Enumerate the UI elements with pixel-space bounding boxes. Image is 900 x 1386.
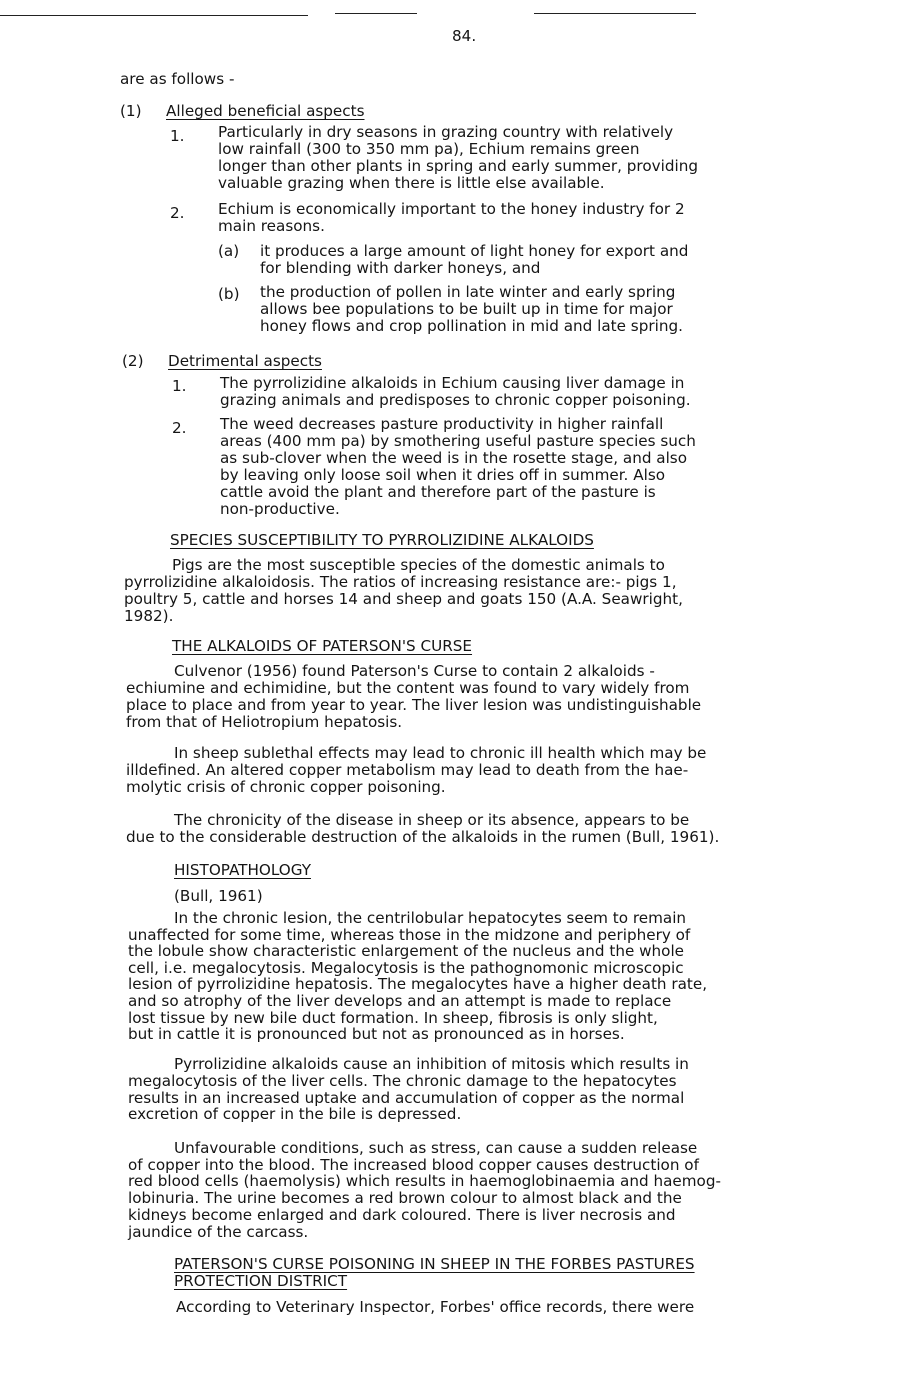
item-text-line: non-productive. xyxy=(220,500,340,518)
paragraph-line: echiumine and echimidine, but the content was found to vary widely from xyxy=(126,679,690,697)
paragraph-line: jaundice of the carcass. xyxy=(128,1222,309,1241)
top-rule-left xyxy=(0,15,308,16)
subitem-text-line: the production of pollen in late winter and early spring xyxy=(260,283,676,301)
paragraph-line: lobinuria. The urine becomes a red brown colour to almost black and the xyxy=(128,1189,682,1208)
paragraph-line: but in cattle it is pronounced but not as pronounced as in horses. xyxy=(128,1025,625,1044)
paragraph-line: Pigs are the most susceptible species of the domestic animals to xyxy=(172,556,665,574)
subitem-text-line: for blending with darker honeys, and xyxy=(260,259,541,277)
item-text-line: cattle avoid the plant and therefore part of the pasture is xyxy=(220,483,656,501)
subitem-label: (b) xyxy=(218,285,240,303)
page-number: 84. xyxy=(452,27,477,45)
paragraph-line: Unfavourable conditions, such as stress, can cause a sudden release xyxy=(174,1139,698,1157)
paragraph-line: and so atrophy of the liver develops and an attempt is made to replace xyxy=(128,992,672,1010)
item-number: 2. xyxy=(170,204,185,222)
item-number: 1. xyxy=(170,127,185,145)
paragraph-line: 1982). xyxy=(124,607,174,625)
item-text-line: main reasons. xyxy=(218,217,325,235)
section-heading: THE ALKALOIDS OF PATERSON'S CURSE xyxy=(172,637,473,655)
item-number: 1. xyxy=(172,377,187,395)
item-text-line: Particularly in dry seasons in grazing country with relatively xyxy=(218,123,674,141)
section-heading: SPECIES SUSCEPTIBILITY TO PYRROLIZIDINE ALKALOIDS xyxy=(170,531,594,549)
top-rule-right xyxy=(534,13,696,14)
section-heading: PROTECTION DISTRICT xyxy=(174,1272,348,1290)
item-text-line: The weed decreases pasture productivity in higher rainfall xyxy=(220,415,664,433)
paragraph-line: pyrrolizidine alkaloidosis. The ratios of increasing resistance are:- pigs 1, xyxy=(124,573,677,591)
section-heading: PATERSON'S CURSE POISONING IN SHEEP IN THE FORBES PASTURES xyxy=(174,1255,695,1273)
subitem-text-line: it produces a large amount of light honey for export and xyxy=(260,242,689,260)
section-heading: HISTOPATHOLOGY xyxy=(174,861,311,879)
paragraph-line: the lobule show characteristic enlargement of the nucleus and the whole xyxy=(128,942,685,961)
item-text-line: by leaving only loose soil when it dries off in summer. Also xyxy=(220,466,666,484)
paragraph-line: excretion of copper in the bile is depressed. xyxy=(128,1105,462,1124)
paragraph-line: In the chronic lesion, the centrilobular hepatocytes seem to remain xyxy=(174,909,687,927)
paragraph-line: lesion of pyrrolizidine hepatosis. The megalocytes have a higher death rate, xyxy=(128,975,708,994)
paragraph-line: lost tissue by new bile duct formation. In sheep, fibrosis is only slight, xyxy=(128,1008,658,1027)
paragraph-line: place to place and from year to year. The liver lesion was undistinguishable xyxy=(126,696,702,714)
paragraph-line: results in an increased uptake and accumulation of copper as the normal xyxy=(128,1088,685,1107)
paragraph-line: from that of Heliotropium hepatosis. xyxy=(126,713,403,731)
section-marker: (1) xyxy=(120,102,142,120)
subitem-text-line: honey flows and crop pollination in mid and late spring. xyxy=(260,317,683,335)
paragraph-line: megalocytosis of the liver cells. The chronic damage to the hepatocytes xyxy=(128,1071,677,1090)
paragraph-line: kidneys become enlarged and dark coloured. There is liver necrosis and xyxy=(128,1205,676,1224)
subitem-label: (a) xyxy=(218,242,240,260)
top-rule-center xyxy=(335,13,417,14)
item-text-line: as sub-clover when the weed is in the rosette stage, and also xyxy=(220,449,688,467)
section-heading: Detrimental aspects xyxy=(168,352,322,370)
paragraph-line: In sheep sublethal effects may lead to chronic ill health which may be xyxy=(174,744,707,762)
intro-text: are as follows - xyxy=(120,70,235,88)
item-text-line: areas (400 mm pa) by smothering useful pasture species such xyxy=(220,432,696,450)
paragraph-line: due to the considerable destruction of the alkaloids in the rumen (Bull, 1961). xyxy=(126,828,720,846)
paragraph-line: unaffected for some time, whereas those in the midzone and periphery of xyxy=(128,925,691,944)
paragraph-line: poultry 5, cattle and horses 14 and sheep and goats 150 (A.A. Seawright, xyxy=(124,590,683,608)
item-text-line: The pyrrolizidine alkaloids in Echium causing liver damage in xyxy=(220,374,685,392)
paragraph-line: red blood cells (haemolysis) which results in haemoglobinaemia and haemog- xyxy=(128,1172,721,1191)
citation: (Bull, 1961) xyxy=(174,887,263,905)
item-text-line: valuable grazing when there is little else available. xyxy=(218,174,605,192)
item-number: 2. xyxy=(172,419,187,437)
paragraph-line: Pyrrolizidine alkaloids cause an inhibition of mitosis which results in xyxy=(174,1055,689,1073)
section-marker: (2) xyxy=(122,352,144,370)
paragraph-line: The chronicity of the disease in sheep or its absence, appears to be xyxy=(174,811,690,829)
item-text-line: low rainfall (300 to 350 mm pa), Echium remains green xyxy=(218,140,640,158)
paragraph-line: According to Veterinary Inspector, Forbes' office records, there were xyxy=(176,1298,695,1316)
item-text-line: grazing animals and predisposes to chronic copper poisoning. xyxy=(220,391,691,409)
section-heading: Alleged beneficial aspects xyxy=(166,102,365,120)
paragraph-line: illdefined. An altered copper metabolism may lead to death from the hae- xyxy=(126,761,689,779)
paragraph-line: of copper into the blood. The increased blood copper causes destruction of xyxy=(128,1155,699,1174)
paragraph-line: molytic crisis of chronic copper poisoning. xyxy=(126,778,446,796)
paragraph-line: Culvenor (1956) found Paterson's Curse to contain 2 alkaloids - xyxy=(174,662,655,680)
item-text-line: Echium is economically important to the honey industry for 2 xyxy=(218,200,685,218)
paragraph-line: cell, i.e. megalocytosis. Megalocytosis is the pathognomonic microscopic xyxy=(128,958,684,977)
item-text-line: longer than other plants in spring and early summer, providing xyxy=(218,157,698,175)
subitem-text-line: allows bee populations to be built up in time for major xyxy=(260,300,673,318)
